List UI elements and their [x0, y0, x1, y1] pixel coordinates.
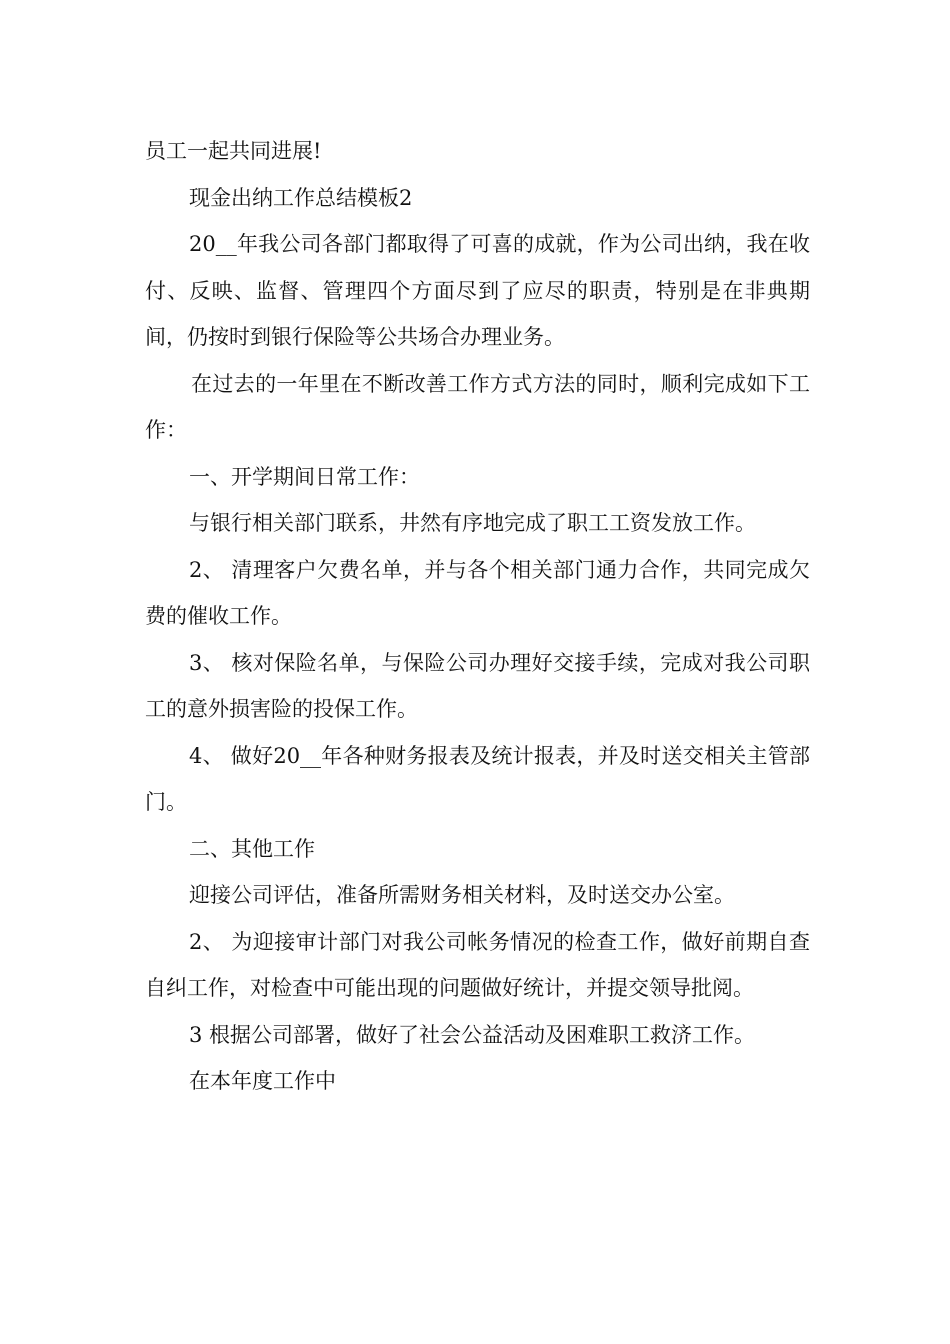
list-item-4: 4、 做好20__年各种财务报表及统计报表，并及时送交相关主管部门。	[145, 743, 810, 814]
list-item-1: 与银行相关部门联系，井然有序地完成了职工工资发放工作。	[189, 511, 756, 535]
heading-other-work: 二、其他工作	[189, 836, 315, 861]
other-item-3: 3 根据公司部署，做好了社会公益活动及困难职工救济工作。	[189, 1022, 756, 1047]
other-item-1: 迎接公司评估，准备所需财务相关材料，及时送交办公室。	[189, 883, 735, 907]
section-title: 现金出纳工作总结模板2	[189, 185, 413, 210]
document-body	[145, 128, 810, 1105]
paragraph-closing-line: 员工一起共同进展!	[145, 139, 322, 163]
paragraph-intro: 20__年我公司各部门都取得了可喜的成就，作为公司出纳，我在收付、反映、监督、管理四个方面尽到了应尽的职责，特别是在非典期间，仍按时到银行保险等公共场合办理业务。	[145, 232, 810, 349]
list-item-3: 3、 核对保险名单，与保险公司办理好交接手续，完成对我公司职工的意外损害险的投保工作。	[145, 650, 810, 721]
heading-daily-work: 一、开学期间日常工作：	[189, 464, 420, 489]
paragraph-summary: 在过去的一年里在不断改善工作方式方法的同时，顺利完成如下工作：	[145, 371, 810, 442]
paragraph-trailing: 在本年度工作中	[189, 1069, 336, 1093]
other-item-2: 2、 为迎接审计部门对我公司帐务情况的检查工作，做好前期自查自纠工作，对检查中可能出现的问题做好统计，并提交领导批阅。	[145, 929, 810, 1000]
list-item-2: 2、 清理客户欠费名单，并与各个相关部门通力合作，共同完成欠费的催收工作。	[145, 557, 810, 628]
